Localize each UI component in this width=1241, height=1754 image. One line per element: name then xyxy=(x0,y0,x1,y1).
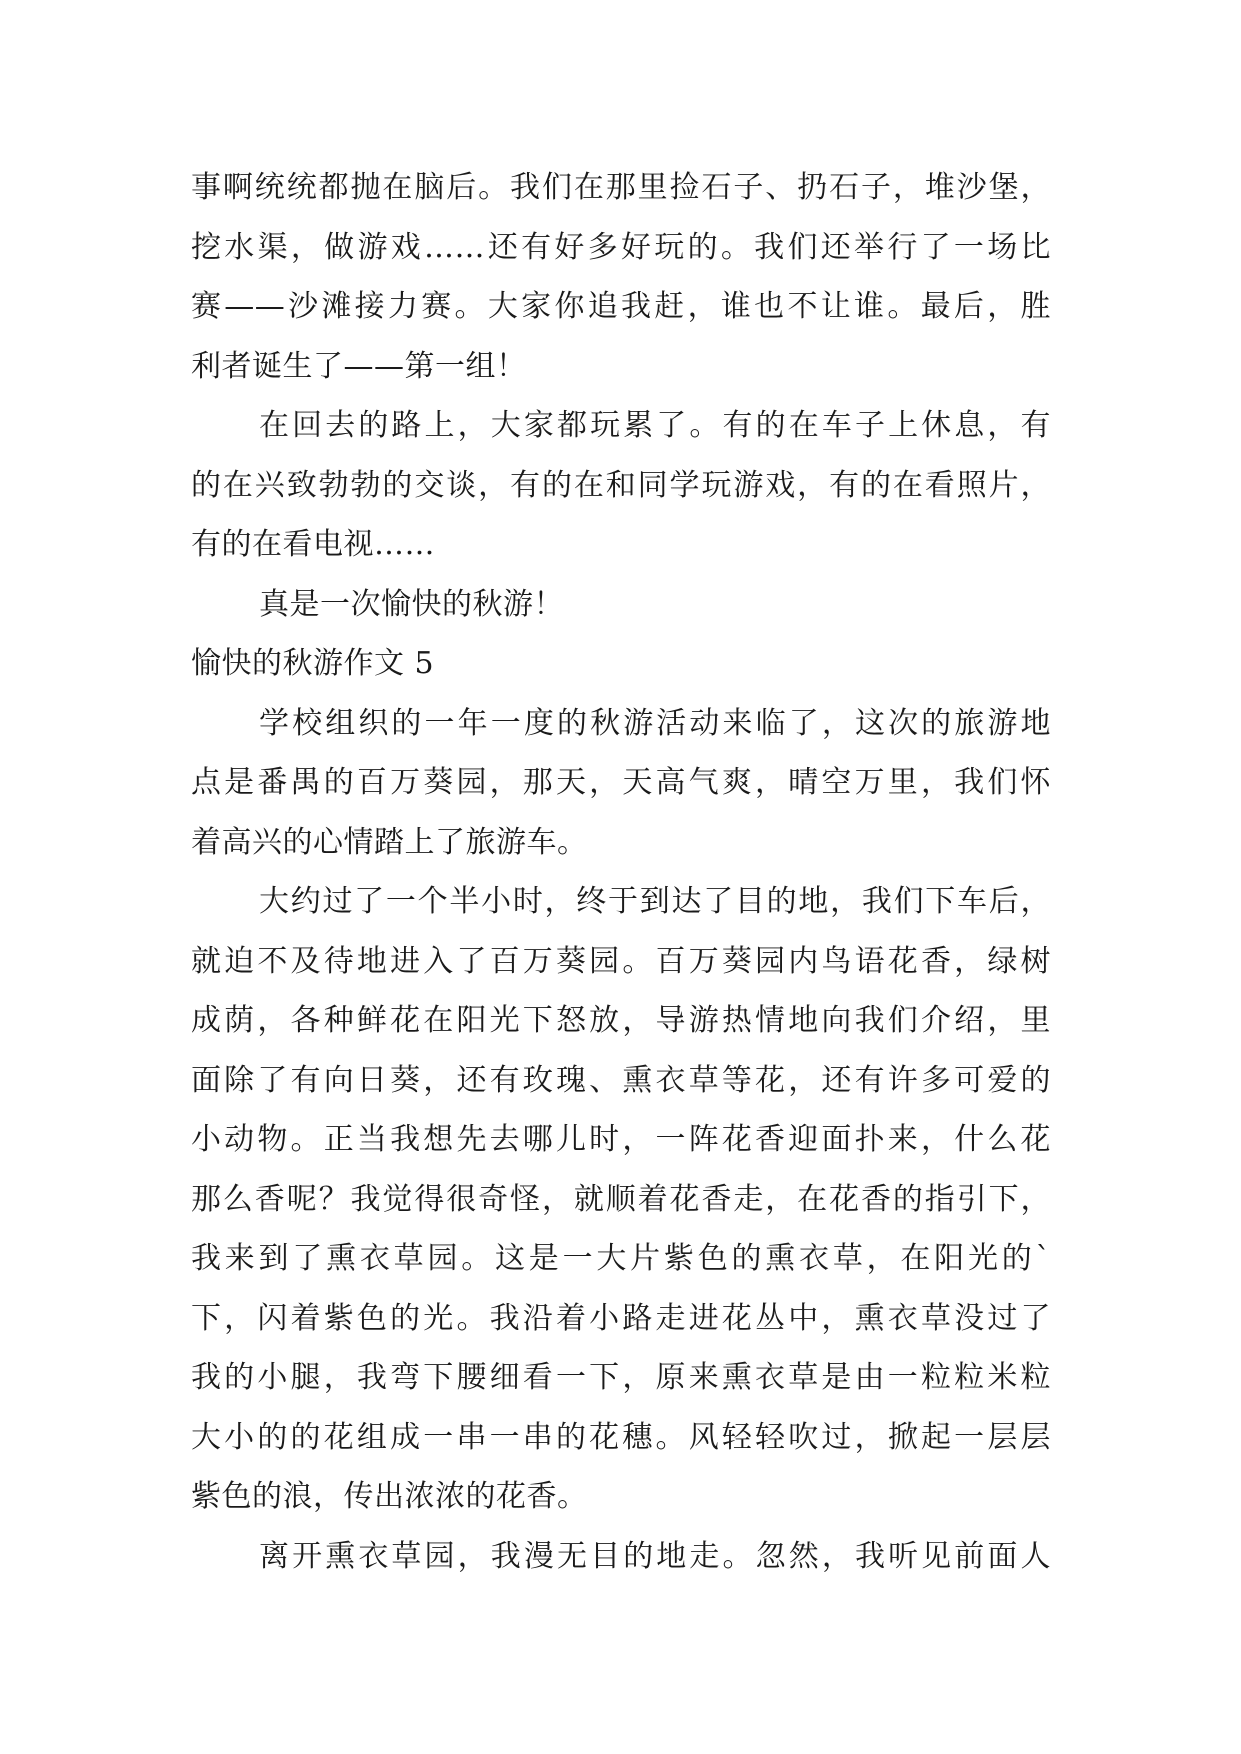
paragraph xyxy=(191,396,1051,575)
text-line: 小动物。正当我想先去哪儿时，一阵花香迎面扑来，什么花 xyxy=(191,1122,1051,1157)
text-line: 有的在看电视…… xyxy=(191,527,435,562)
text-line: 点是番禺的百万葵园，那天，天高气爽，晴空万里，我们怀 xyxy=(191,765,1051,800)
text-line: 我来到了熏衣草园。这是一大片紫色的熏衣草，在阳光的` xyxy=(191,1241,1051,1276)
heading-text: 愉快的秋游作文 5 xyxy=(191,646,435,681)
text-line: 事啊统统都抛在脑后。我们在那里捡石子、扔石子，堆沙堡， xyxy=(191,170,1051,205)
text-line: 真是一次愉快的秋游！ xyxy=(259,586,564,622)
paragraph xyxy=(191,158,1051,396)
text-line: 学校组织的一年一度的秋游活动来临了，这次的旅游地 xyxy=(259,705,1051,741)
text-line: 下，闪着紫色的光。我沿着小路走进花丛中，熏衣草没过了 xyxy=(191,1300,1051,1336)
section-heading xyxy=(191,634,1051,694)
text-line: 利者诞生了——第一组！ xyxy=(191,348,527,384)
paragraph xyxy=(191,694,1051,873)
text-line: 大约过了一个半小时，终于到达了目的地，我们下车后， xyxy=(259,884,1051,919)
document-page xyxy=(191,158,1051,1586)
paragraph xyxy=(191,575,1051,635)
text-line: 大小的的花组成一串一串的花穗。风轻轻吹过，掀起一层层 xyxy=(191,1419,1051,1455)
text-line: 在回去的路上，大家都玩累了。有的在车子上休息，有 xyxy=(259,408,1051,443)
text-line: 面除了有向日葵，还有玫瑰、熏衣草等花，还有许多可爱的 xyxy=(191,1062,1051,1098)
text-line: 成荫，各种鲜花在阳光下怒放，导游热情地向我们介绍，里 xyxy=(191,1003,1051,1038)
text-line: 那么香呢？我觉得很奇怪，就顺着花香走，在花香的指引下， xyxy=(191,1181,1051,1217)
paragraph xyxy=(191,872,1051,1527)
text-line: 挖水渠，做游戏……还有好多好玩的。我们还举行了一场比 xyxy=(191,229,1051,265)
text-line: 离开熏衣草园，我漫无目的地走。忽然，我听见前面人 xyxy=(259,1538,1051,1574)
text-line: 的在兴致勃勃的交谈，有的在和同学玩游戏，有的在看照片， xyxy=(191,467,1051,503)
text-line: 我的小腿，我弯下腰细看一下，原来熏衣草是由一粒粒米粒 xyxy=(191,1360,1051,1395)
text-line: 着高兴的心情踏上了旅游车。 xyxy=(191,824,588,860)
text-line: 就迫不及待地进入了百万葵园。百万葵园内鸟语花香，绿树 xyxy=(191,943,1051,979)
text-line: 紫色的浪，传出浓浓的花香。 xyxy=(191,1479,588,1514)
text-line: 赛——沙滩接力赛。大家你追我赶，谁也不让谁。最后，胜 xyxy=(191,289,1051,324)
paragraph xyxy=(191,1527,1051,1587)
